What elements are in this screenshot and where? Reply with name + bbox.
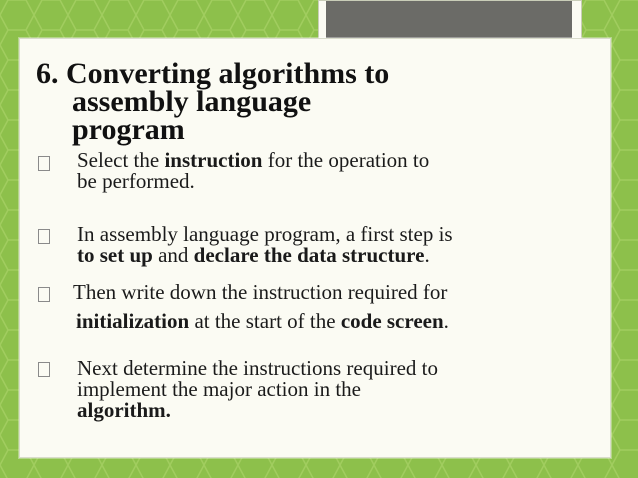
bullet-marker-1: [38, 156, 50, 171]
bold-run: to set up: [77, 243, 153, 267]
bold-run: algorithm.: [77, 398, 171, 422]
text-run: .: [424, 243, 430, 267]
text-run: Select the: [77, 148, 165, 172]
bullet-3-line-1: [73, 280, 447, 304]
text-run: and: [152, 243, 194, 267]
bullet-text-4: [77, 358, 438, 421]
bold-run: declare the data structure: [193, 243, 425, 267]
title-line-1: 6. Converting algorithms to: [36, 57, 390, 90]
text-run: be performed.: [77, 169, 195, 193]
bullet-marker-2: [38, 229, 50, 244]
slide-title: [36, 57, 576, 146]
bullet-text-1: [77, 150, 429, 192]
text-run: at the start of the: [189, 309, 341, 333]
text-run: for the operation to: [262, 148, 430, 172]
title-line-2: assembly language: [72, 85, 312, 118]
decorative-tab-fill: [326, 1, 572, 41]
bullet-2-line-2: [77, 245, 453, 266]
bullet-3-line-2: [73, 311, 449, 332]
bold-run: code screen: [340, 309, 444, 333]
text-run: Then write down the instruction required for: [73, 280, 448, 304]
bold-run: initialization: [76, 309, 190, 333]
bullet-text-2: [77, 224, 453, 266]
bold-run: instruction: [164, 148, 263, 172]
title-line-3: program: [72, 113, 185, 146]
bullet-4-line-2: [77, 379, 438, 400]
text-run: In assembly language program, a first step is: [77, 222, 453, 246]
text-run: Next determine the instructions required to: [77, 356, 438, 380]
bullet-1-line-2: [77, 171, 429, 192]
bullet-4-line-3: [77, 400, 438, 421]
bullet-marker-3: [38, 287, 50, 302]
text-run: .: [443, 309, 449, 333]
bullet-marker-4: [38, 362, 50, 377]
bullet-text-3: [73, 282, 449, 332]
text-run: implement the major action in the: [77, 377, 362, 401]
